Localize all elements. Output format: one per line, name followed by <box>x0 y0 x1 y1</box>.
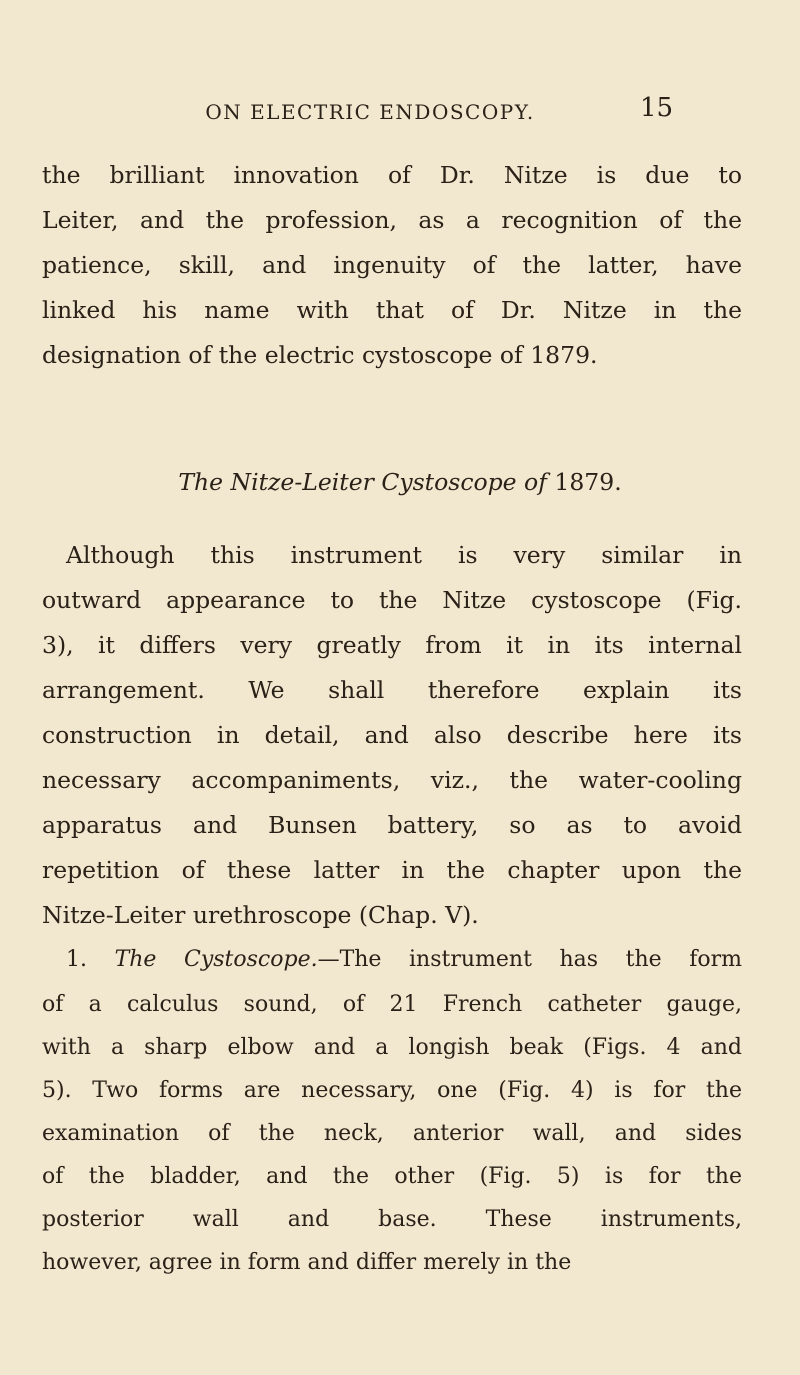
paragraph-3-line-5: examination of the neck, anterior wall, and sides <box>42 1121 742 1146</box>
running-title: ON ELECTRIC ENDOSCOPY. <box>205 100 535 124</box>
paragraph-3-subheading: The Cystoscope. <box>114 947 318 972</box>
paragraph-3-lead-text: —The instrument has the form <box>317 947 742 972</box>
paragraph-2-line-7: apparatus and Bunsen battery, so as to avoid <box>42 811 742 839</box>
paragraph-3-line-3: with a sharp elbow and a longish beak (Figs. 4 and <box>42 1035 742 1060</box>
paragraph-3-line-8: however, agree in form and differ merely in the <box>42 1250 572 1275</box>
paragraph-1-line-3: patience, skill, and ingenuity of the latter, have <box>42 251 742 279</box>
paragraph-2-line-3: 3), it differs very greatly from it in its internal <box>42 631 742 659</box>
paragraph-2-line-5: construction in detail, and also describe here its <box>42 721 742 749</box>
paragraph-2-line-1: Although this instrument is very similar in <box>66 541 742 569</box>
section-heading-title: The Nitze-Leiter Cystoscope of <box>178 468 547 496</box>
paragraph-2-line-6: necessary accompaniments, viz., the water-cooling <box>42 766 742 794</box>
paragraph-2-line-4: arrangement. We shall therefore explain its <box>42 676 742 704</box>
paragraph-3-line-1 <box>66 940 742 980</box>
paragraph-3-line-7: posterior wall and base. These instruments, <box>42 1207 742 1232</box>
paragraph-1-line-2: Leiter, and the profession, as a recognition of the <box>42 206 742 234</box>
paragraph-3-line-6: of the bladder, and the other (Fig. 5) is for the <box>42 1164 742 1189</box>
section-heading-year: 1879. <box>554 468 622 496</box>
paragraph-2-line-8: repetition of these latter in the chapter upon the <box>42 856 742 884</box>
paragraph-3-number: 1. <box>66 947 87 972</box>
paragraph-2-line-9: Nitze-Leiter urethroscope (Chap. V). <box>42 901 479 929</box>
paragraph-3-line-4: 5). Two forms are necessary, one (Fig. 4) is for the <box>42 1078 742 1103</box>
paragraph-1-line-1: the brilliant innovation of Dr. Nitze is due to <box>42 161 742 189</box>
paragraph-2-line-2: outward appearance to the Nitze cystoscope (Fig. <box>42 586 742 614</box>
running-head <box>0 92 800 132</box>
paragraph-3-line-2: of a calculus sound, of 21 French catheter gauge, <box>42 992 742 1017</box>
paragraph-1-line-5: designation of the electric cystoscope of 1879. <box>42 341 598 369</box>
page-number: 15 <box>640 93 674 123</box>
section-heading <box>0 462 800 502</box>
paragraph-1-line-4: linked his name with that of Dr. Nitze in the <box>42 296 742 324</box>
